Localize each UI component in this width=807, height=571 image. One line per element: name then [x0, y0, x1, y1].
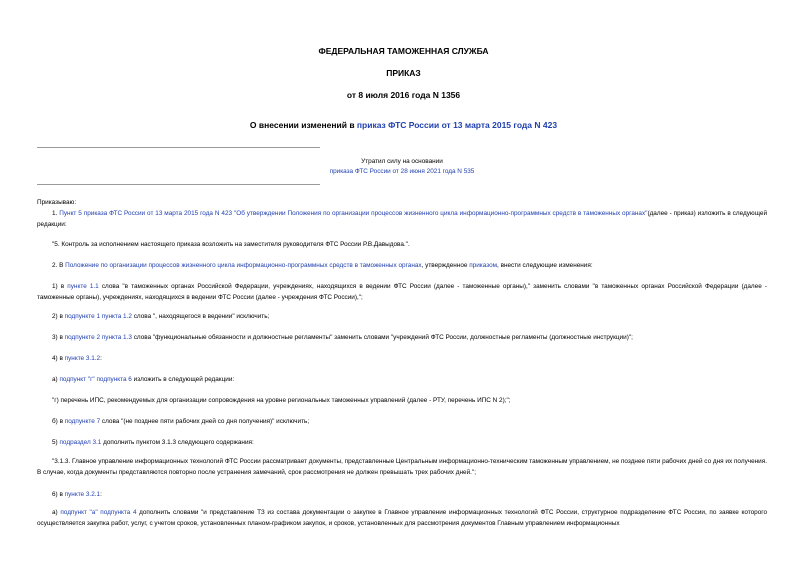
bottom-divider — [37, 184, 320, 185]
s4-link[interactable]: пункте 3.1.2 — [64, 355, 101, 362]
subitem-1: 1) в пункте 1.1 слова "в таможенных органах Российской Федерации, учреждениях, находящихся в ведении ФТС России (далее - таможенные органы)," заменить словами "в таможенных органах Российской Федерации (далее - таможенные органы), учреждениях, находящихся в ведении ФТС России (далее - учреждения ФТС России),"; — [37, 283, 767, 301]
status-note — [37, 157, 767, 177]
s2-link[interactable]: подпункте 1 пункта 1.2 — [64, 313, 132, 320]
s6a-link[interactable]: подпункт "а" подпункта 4 — [60, 509, 137, 516]
repeal-link[interactable]: приказа ФТС России от 28 июня 2021 года N 535 — [329, 168, 475, 175]
paragraph-1: 1. Пункт 5 приказа ФТС России от 13 марта 2015 года N 423 "Об утверждении Положения по организации процессов жизненного цикла информационно-программных средств в таможенных органах"(далее - приказ) изложить в следующей редакции: — [37, 210, 768, 228]
paragraph-1-quote: "5. Контроль за исполнением настоящего приказа возложить на заместителя руководителя ФТС России Р.В.Давыдова.". — [52, 241, 410, 248]
agency-name: ФЕДЕРАЛЬНАЯ ТАМОЖЕННАЯ СЛУЖБА — [318, 46, 489, 56]
p2-link[interactable]: Положение по организации процессов жизненного цикла информационно-программных средств в таможенных органах — [65, 262, 422, 269]
subject-link[interactable]: приказ ФТС России от 13 марта 2015 года N 423 — [356, 120, 558, 130]
subitem-4a: а) подпункт "г" подпункта 6 изложить в следующей редакции: — [52, 376, 235, 383]
top-divider — [37, 147, 320, 148]
subitem-6a: а) подпункт "а" подпункта 4 дополнить словами "и представление ТЗ из состава документации о закупке в Главное управление информационных технологий ФТС России, структурное подразделение ФТС России, по заявке которого осуществляется закупка работ, услуг, с учетом сроков, установленных планом-графиком закупок, и сроков, установленных для рассмотрения документов Главным управлением информационных — [37, 509, 767, 527]
p1-link[interactable]: Пункт 5 приказа ФТС России от 13 марта 2015 года N 423 "Об утверждении Положения по организации процессов жизненного цикла информационно-программных средств в таможенных органах" — [59, 210, 648, 217]
subitem-4: 4) в пункте 3.1.2: — [52, 355, 102, 362]
subitem-4a-quote: "г) перечень ИПС, рекомендуемых для организации сопровождения на уровне региональных таможенных управлений (далее - РТУ, перечень ИПС N 2);"; — [52, 397, 511, 404]
subitem-4b: б) в подпункте 7 слова "(не позднее пяти рабочих дней со дня получения)" исключить; — [52, 418, 310, 425]
s4a-link[interactable]: подпункт "г" подпункта 6 — [59, 376, 132, 383]
s6-link[interactable]: пункте 3.2.1 — [64, 491, 101, 498]
doc-subject — [0, 120, 807, 130]
subitem-6: 6) в пункте 3.2.1: — [52, 491, 102, 498]
doc-date: от 8 июля 2016 года N 1356 — [346, 90, 461, 100]
s4b-link[interactable]: подпункте 7 — [64, 418, 101, 425]
doc-type: ПРИКАЗ — [386, 68, 421, 78]
s5-link[interactable]: подраздел 3.1 — [59, 439, 102, 446]
s1-link[interactable]: пункте 1.1 — [67, 283, 99, 290]
subitem-5: 5) подраздел 3.1 дополнить пунктом 3.1.3 следующего содержания: — [52, 439, 254, 446]
subject-prefix: О внесении изменений в — [249, 120, 357, 130]
paragraph-2: 2. В Положение по организации процессов жизненного цикла информационно-программных средств в таможенных органах, утвержденное приказом, внести следующие изменения: — [52, 262, 593, 269]
s3-link[interactable]: подпункте 2 пункта 1.3 — [64, 334, 132, 341]
subitem-3: 3) в подпункте 2 пункта 1.3 слова "функциональные обязанности и должностные регламенты" заменить словами "учреждений ФТС России, должностные регламенты (должностные инструкции)"; — [52, 334, 633, 341]
p2-order-link[interactable]: приказом — [469, 262, 498, 269]
subitem-2: 2) в подпункте 1 пункта 1.2 слова ", находящегося в ведении" исключить; — [52, 313, 270, 320]
intro-text: Приказываю: — [37, 199, 77, 206]
status-line: Утратил силу на основании — [361, 158, 443, 165]
subitem-5-quote: "3.1.3. Главное управление информационных технологий ФТС России рассматривает документы, представленные Центральным информационно-техническим таможенным управлением, не позднее пяти рабочих дней со дня их получения. В случае, когда документы представляются повторно после устранения замечаний, срок рассмотрения не должен превышать трех рабочих дней."; — [37, 458, 767, 476]
